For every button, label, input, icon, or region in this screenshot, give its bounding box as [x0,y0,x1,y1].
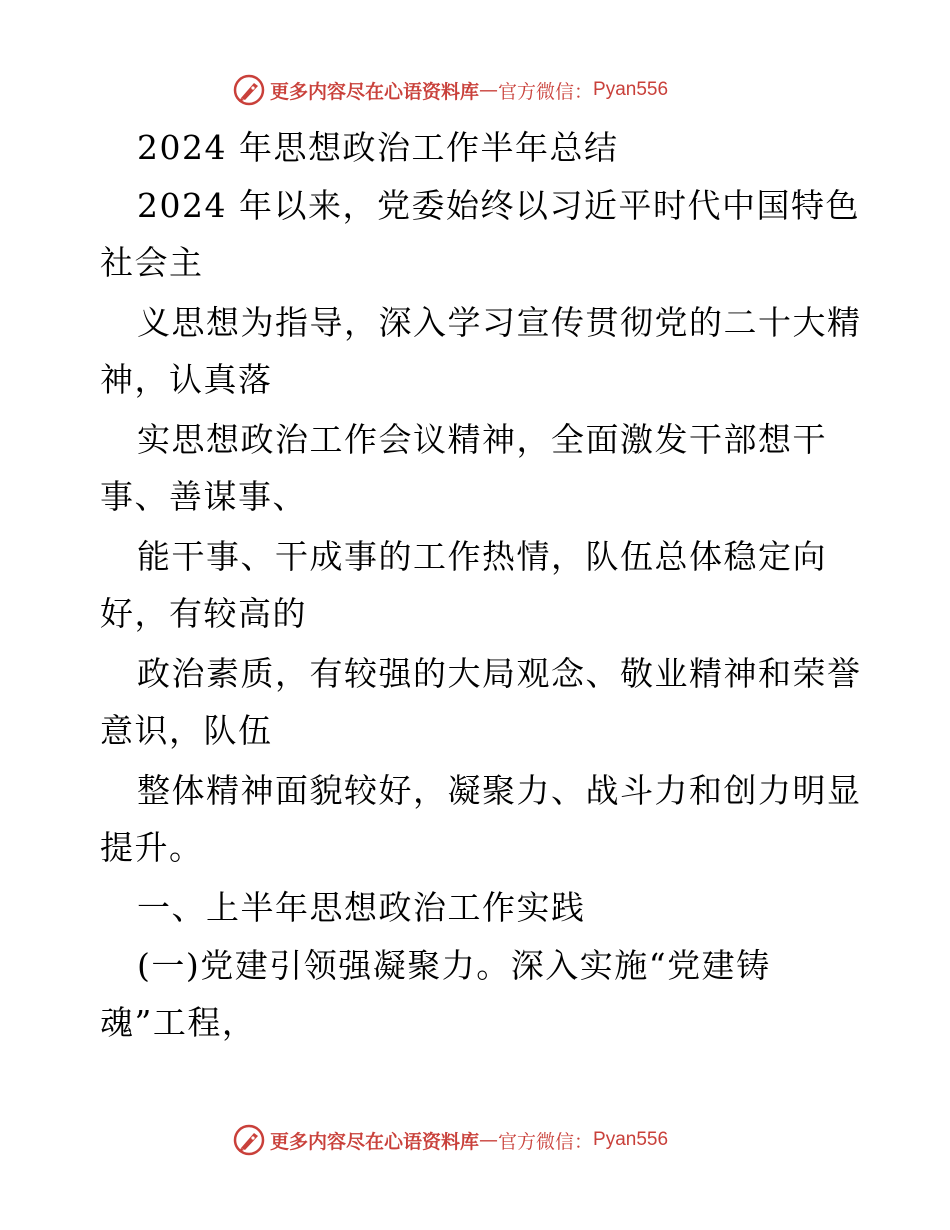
paragraph-line: 事、善谋事、 [100,477,307,516]
footer-banner-dash: — [479,1129,499,1151]
pen-logo-icon [232,1123,266,1157]
footer-banner [232,1120,668,1160]
paragraph-line: 魂”工程， [100,1003,257,1042]
paragraph-line: 能干事、干成事的工作热情，队伍总体稳定向 [137,537,827,576]
document-title: 2024 年思想政治工作半年总结 [137,128,619,167]
paragraph-line: 意识，队伍 [100,711,273,750]
header-wechat-id: Pyan556 [593,79,669,100]
header-wechat-label: 官方微信： [498,80,594,103]
paragraph-line: 2024 年以来，党委始终以习近平时代中国特色 [137,186,860,225]
header-banner-text: 更多内容尽在心语资料库 [270,80,480,103]
header-banner-dash: — [479,79,499,101]
paragraph-line: 神，认真落 [100,360,273,399]
subsection-heading: (一)党建引领强凝聚力。深入实施“党建铸 [137,946,771,985]
paragraph-line: 政治素质，有较强的大局观念、敬业精神和荣誉 [137,654,862,693]
header-banner [232,70,668,110]
footer-banner-text: 更多内容尽在心语资料库 [270,1130,480,1153]
paragraph-line: 义思想为指导，深入学习宣传贯彻党的二十大精 [137,303,862,342]
footer-wechat-label: 官方微信： [498,1130,594,1153]
paragraph-line: 提升。 [100,828,204,867]
section-heading: 一、上半年思想政治工作实践 [137,888,586,927]
paragraph-line: 实思想政治工作会议精神，全面激发干部想干 [137,420,827,459]
paragraph-line: 社会主 [100,243,204,282]
paragraph-line: 好，有较高的 [100,594,307,633]
paragraph-line: 整体精神面貌较好，凝聚力、战斗力和创力明显 [137,771,862,810]
footer-wechat-id: Pyan556 [593,1129,669,1150]
pen-logo-icon [232,73,266,107]
